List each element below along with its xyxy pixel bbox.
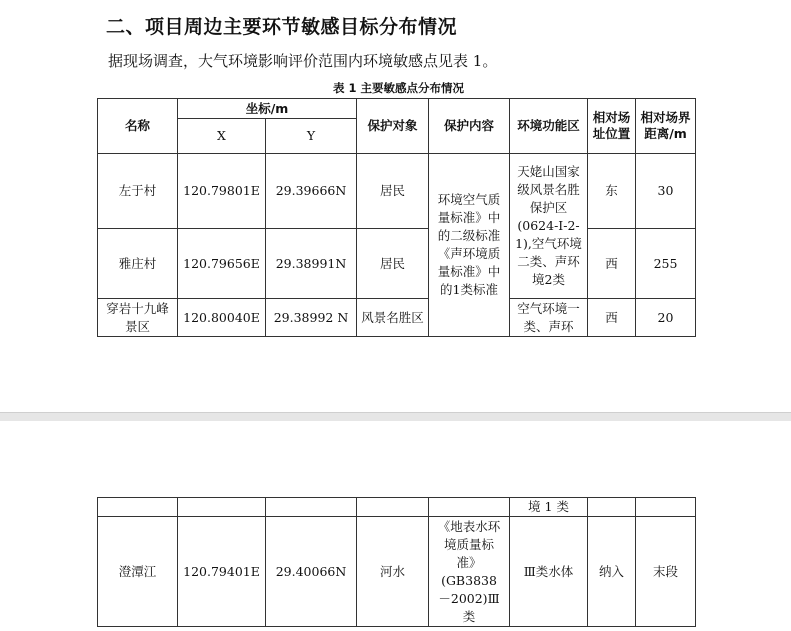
row-name: 穿岩十九峰景区 [98, 299, 178, 337]
row-y: 29.38991N [266, 229, 357, 299]
header-function-zone: 环境功能区 [510, 99, 588, 154]
empty-cell [636, 498, 696, 517]
header-protect-content: 保护内容 [429, 99, 510, 154]
row-x: 120.80040E [178, 299, 266, 337]
row-x: 120.79801E [178, 154, 266, 229]
row-distance: 30 [636, 154, 696, 229]
row-zone: Ⅲ类水体 [510, 517, 588, 627]
row-name: 左于村 [98, 154, 178, 229]
header-y: Y [266, 119, 357, 154]
merged-protect-content: 环境空气质量标准》中的二级标准 《声环境质量标准》中的1类标准 [429, 154, 510, 337]
table-row [98, 229, 696, 299]
row-x: 120.79656E [178, 229, 266, 299]
row-target: 河水 [357, 517, 429, 627]
row-x: 120.79401E [178, 517, 266, 627]
empty-cell [588, 498, 636, 517]
sensitive-points-table [97, 98, 696, 337]
header-coords: 坐标/m [178, 99, 357, 119]
row-position: 东 [588, 154, 636, 229]
header-name: 名称 [98, 99, 178, 154]
table-row [98, 517, 696, 627]
document-page-2 [0, 421, 791, 631]
row-target: 居民 [357, 154, 429, 229]
header-rel-distance: 相对场界距离/m [636, 99, 696, 154]
table-row [98, 154, 696, 229]
row-name: 雅庄村 [98, 229, 178, 299]
row-position: 纳入 [588, 517, 636, 627]
table-row-continuation [98, 498, 696, 517]
row-y: 29.38992 N [266, 299, 357, 337]
table-caption: 表 1 主要敏感点分布情况 [333, 81, 465, 95]
row-y: 29.39666N [266, 154, 357, 229]
row-content: 《地表水环境质量标准》(GB3838－2002)Ⅲ类 [429, 517, 510, 627]
empty-cell [178, 498, 266, 517]
zone-b-cont: 境 1 类 [510, 498, 588, 517]
section-heading: 二、项目周边主要环节敏感目标分布情况 [106, 16, 458, 38]
header-protect-target: 保护对象 [357, 99, 429, 154]
intro-paragraph: 据现场调查，大气环境影响评价范围内环境敏感点见表 1。 [108, 52, 498, 70]
row-distance: 20 [636, 299, 696, 337]
zone-b: 空气环境一类、声环 [510, 299, 588, 337]
row-distance: 末段 [636, 517, 696, 627]
row-y: 29.40066N [266, 517, 357, 627]
header-rel-position: 相对场址位置 [588, 99, 636, 154]
row-name: 澄潭江 [98, 517, 178, 627]
row-target: 居民 [357, 229, 429, 299]
empty-cell [266, 498, 357, 517]
empty-cell [357, 498, 429, 517]
row-target: 风景名胜区 [357, 299, 429, 337]
sensitive-points-table-cont [97, 497, 696, 627]
empty-cell [429, 498, 510, 517]
row-position: 西 [588, 229, 636, 299]
zone-a: 天姥山国家级风景名胜保护区(0624-Ⅰ-2-1),空气环境二类、声环境2类 [510, 154, 588, 299]
row-distance: 255 [636, 229, 696, 299]
header-x: X [178, 119, 266, 154]
row-position: 西 [588, 299, 636, 337]
empty-cell [98, 498, 178, 517]
table-row [98, 299, 696, 337]
